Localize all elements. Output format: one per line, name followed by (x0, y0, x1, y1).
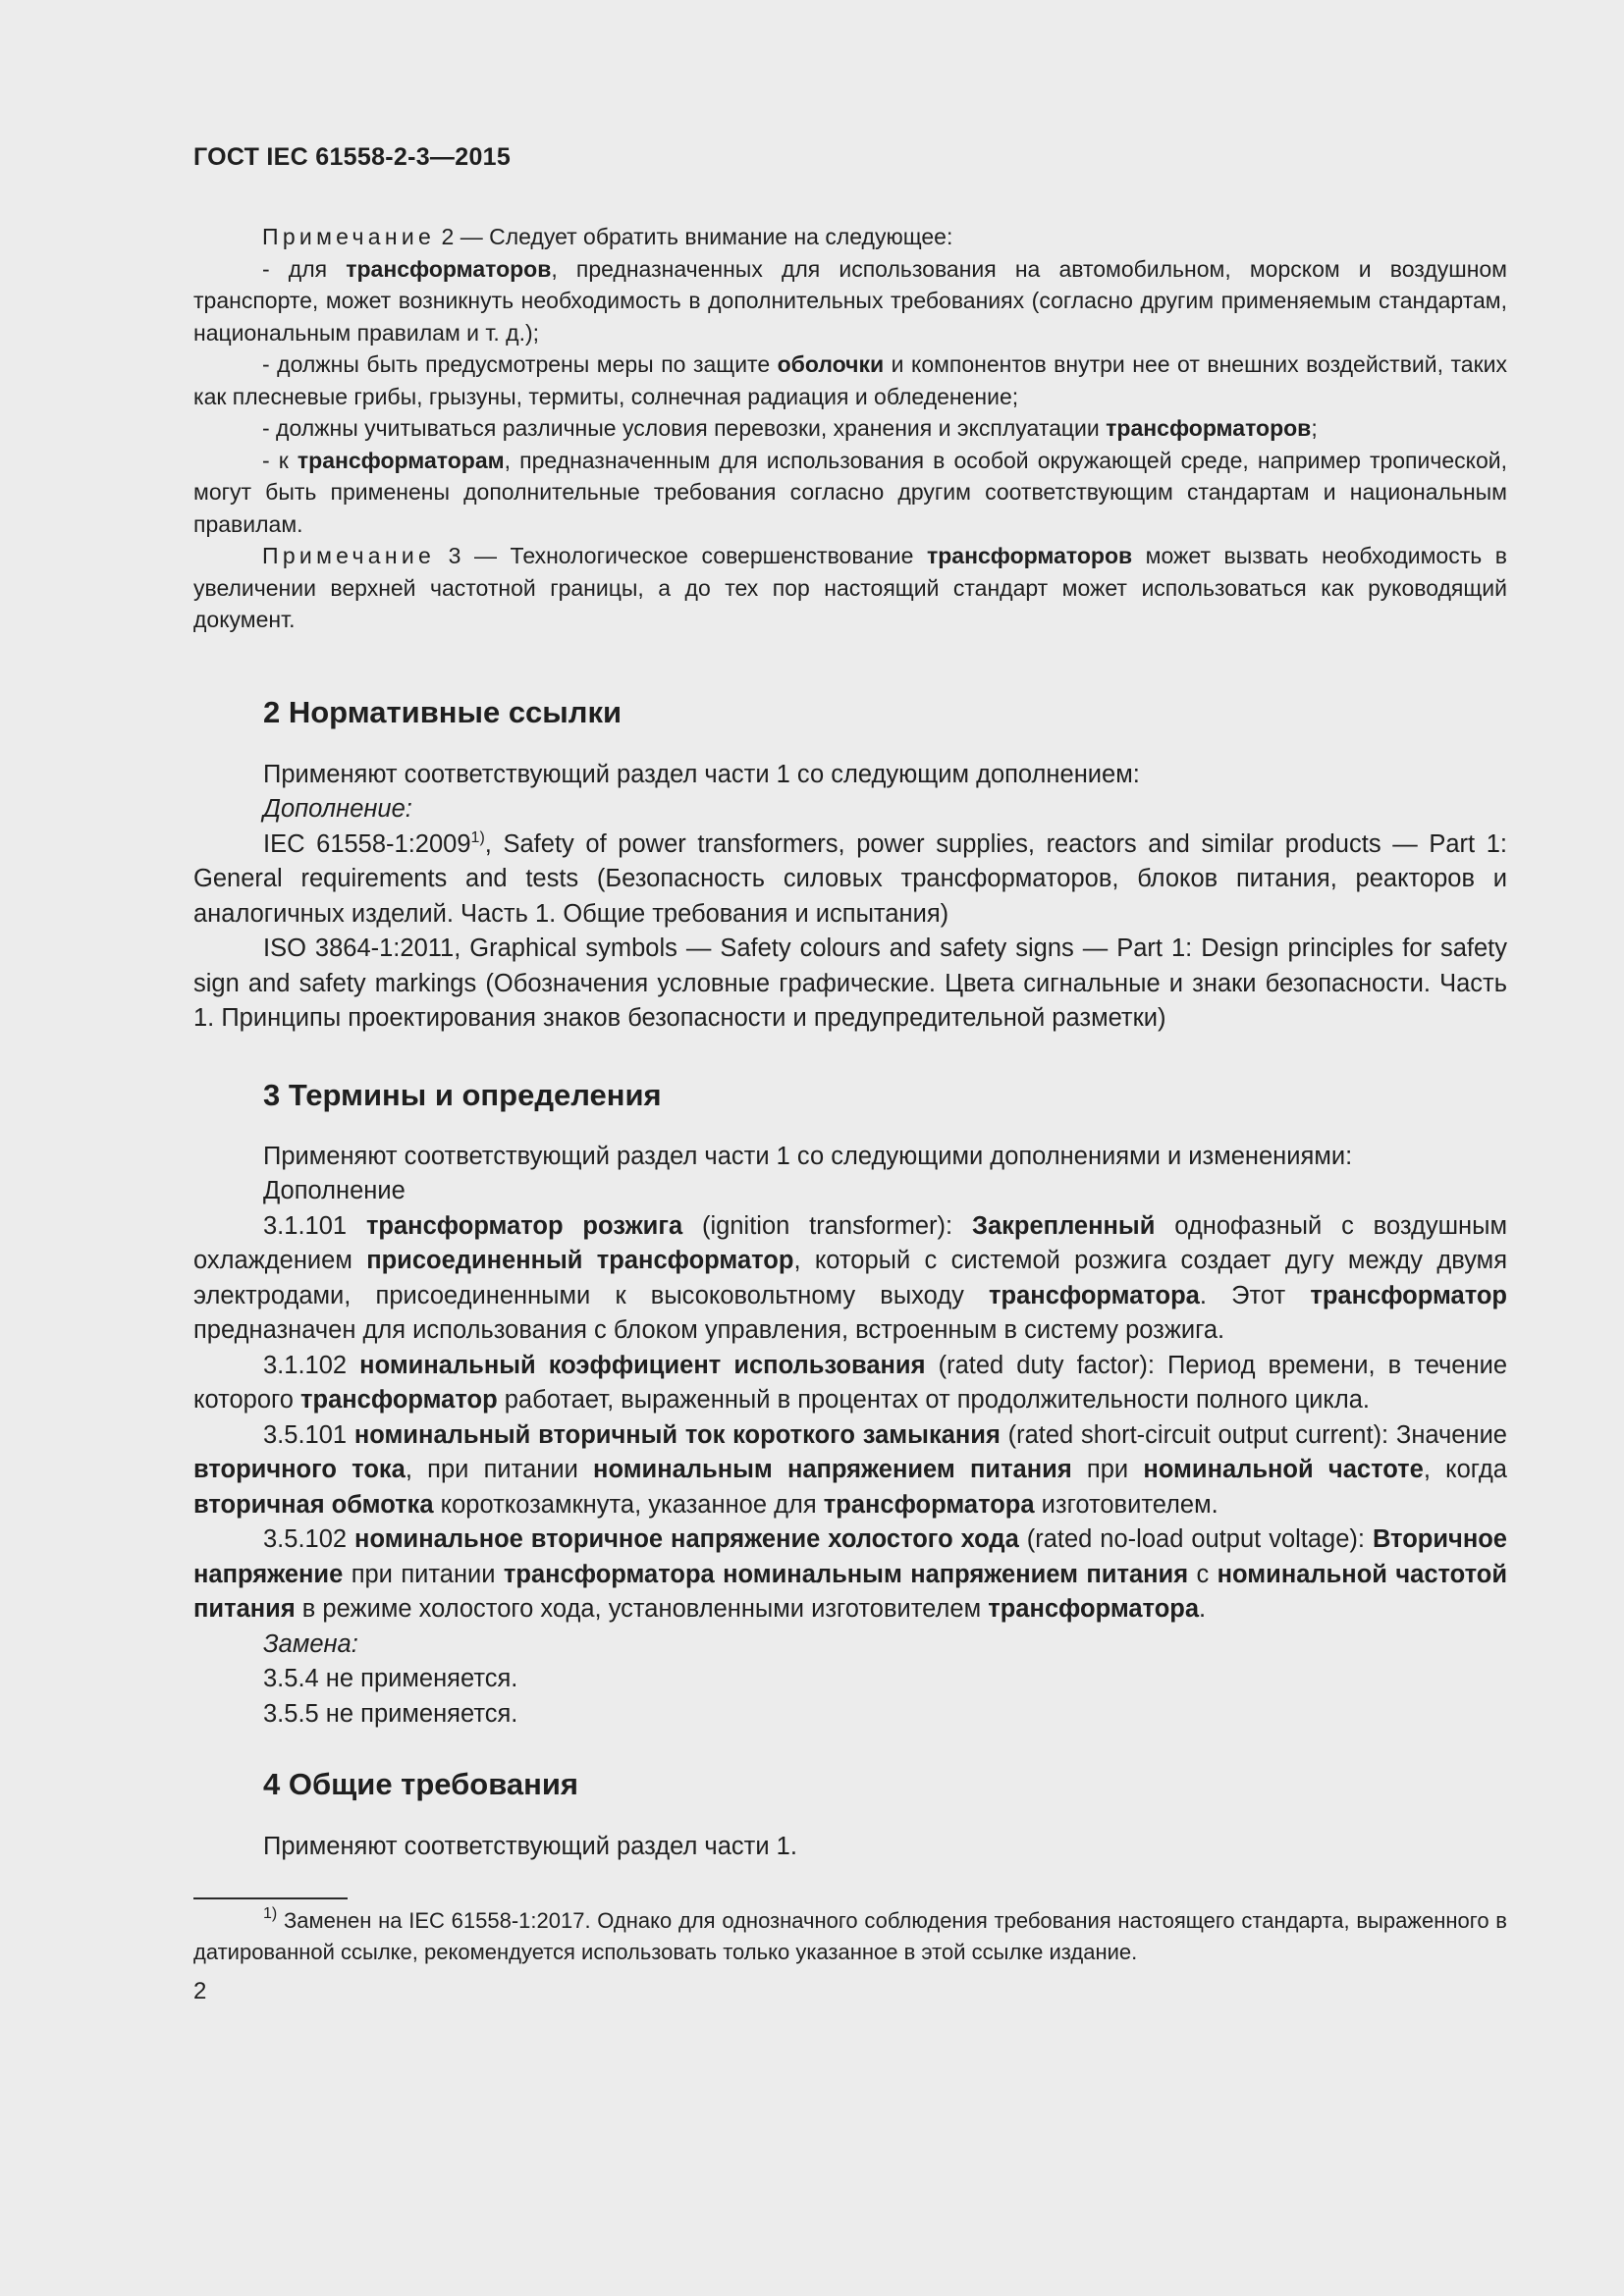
note-2-item: - для трансформаторов, предназначенных для использования на автомобильном, морском и воздушном транспорте, может возникнуть необходимость в дополнительных требованиях (согласно другим применяемым стандартам, национальным правилам и т. д.); (193, 255, 1507, 346)
term-3-1-101: 3.1.101 трансформатор розжига (ignition transformer): Закрепленный однофазный с воздушным охлаждением присоединенный трансформатор, который с системой розжига создает дугу между двумя электродами, присоединенными к высоковольтному выходу трансформатора. Этот трансформатор предназначен для использования с блоком управления, встроенным в систему розжига. (193, 1211, 1508, 1344)
page-number: 2 (193, 1977, 207, 2004)
note-2-item: - должны учитываться различные условия перевозки, хранения и эксплуатации трансформаторов; (262, 415, 1318, 441)
document-header: ГОСТ IEC 61558-2-3—2015 (193, 143, 512, 171)
reference-iso-3864-1: ISO 3864-1:2011, Graphical symbols — Safety colours and safety signs — Part 1: Design principles for safety sign and safety markings (Обозначения условные графические. Цвета сигнальные и знаки безопасности. Часть 1. Принципы проектирования знаков безопасности и предупредительной разметки) (193, 934, 1507, 1032)
section-3-intro: Применяют соответствующий раздел части 1 со следующими дополнениями и изменениями: (263, 1142, 1353, 1170)
section-2-intro: Применяют соответствующий раздел части 1 со следующим дополнением: (263, 760, 1140, 788)
section-2-title: 2 Нормативные ссылки (263, 694, 623, 729)
section-2-addition-label: Дополнение: (263, 795, 412, 823)
term-3-5-101: 3.5.101 номинальный вторичный ток короткого замыкания (rated short-circuit output current): Значение вторичного тока, при питании номинальным напряжением питания при номинальной частоте, когда вторичная обмотка короткозамкнута, указанное для трансформатора изготовителем. (193, 1420, 1507, 1519)
note-label: Примечание (262, 543, 436, 568)
section-4-body (193, 1830, 1507, 1865)
term-3-1-102: 3.1.102 номинальный коэффициент использования (rated duty factor): Период времени, в течение которого трансформатор работает, выраженный в процентах от продолжительности полного цикла. (193, 1351, 1508, 1414)
reference-iec-61558-1: IEC 61558-1:2009$^{1)}$, Safety of power transformers, power supplies, reactors and similar products — Part 1: General requirements and tests (Безопасность силовых трансформаторов, блоков питания, реакторов и аналогичных изделий. Часть 1. Общие требования и испытания) (193, 828, 1507, 928)
section-3-title: 3 Термины и определения (263, 1077, 662, 1112)
term-3-5-102: 3.5.102 номинальное вторичное напряжение холостого хода (rated no-load output voltage): Вторичное напряжение при питании трансформатора номинальным напряжением питания с номинальной частотой питания в режиме холостого хода, установленными изготовителем трансформатора. (193, 1525, 1508, 1623)
note-2-item: - к трансформаторам, предназначенным для использования в особой окружающей среде, например тропической, могут быть применены дополнительные требования согласно другим соответствующим стандартам и национальным правилам. (193, 447, 1507, 537)
note-3: Примечание 3 — Технологическое совершенствование трансформаторов может вызвать необходимость в увеличении верхней частотной границы, а до тех пор настоящий стандарт может использоваться как руководящий документ. (193, 543, 1507, 632)
replacement-3-5-4: 3.5.4 не применяется. (263, 1665, 518, 1692)
section-3-replacement-label: Замена: (263, 1629, 358, 1658)
section-3-body (193, 1140, 1507, 1733)
section-4-title: 4 Общие требования (263, 1767, 578, 1801)
notes-block (193, 221, 1507, 636)
section-3-addition-label: Дополнение (263, 1177, 406, 1204)
note-label: Примечание (262, 224, 436, 249)
footnote-mark: 1) (263, 1904, 278, 1922)
footnote: $^{1)}$ Заменен на IEC 61558-1:2017. Однако для однозначного соблюдения требования настоящего стандарта, выраженного в датированной ссылке, рекомендуется использовать только указанное в этой ссылке издание. (193, 1904, 1507, 1964)
replacement-3-5-5: 3.5.5 не применяется. (263, 1699, 518, 1728)
document-page (193, 143, 1507, 2005)
note-2-item: - должны быть предусмотрены меры по защите оболочки и компонентов внутри нее от внешних воздействий, таких как плесневые грибы, грызуны, термиты, солнечная радиация и обледенение; (193, 351, 1507, 409)
section-2-body (193, 758, 1507, 1037)
footnote-ref-mark[interactable]: 1) (470, 828, 485, 846)
note-2: Примечание 2 — Следует обратить внимание на следующее: (262, 224, 953, 249)
section-4-intro: Применяют соответствующий раздел части 1. (263, 1833, 797, 1860)
footnote-divider (193, 1897, 348, 1899)
